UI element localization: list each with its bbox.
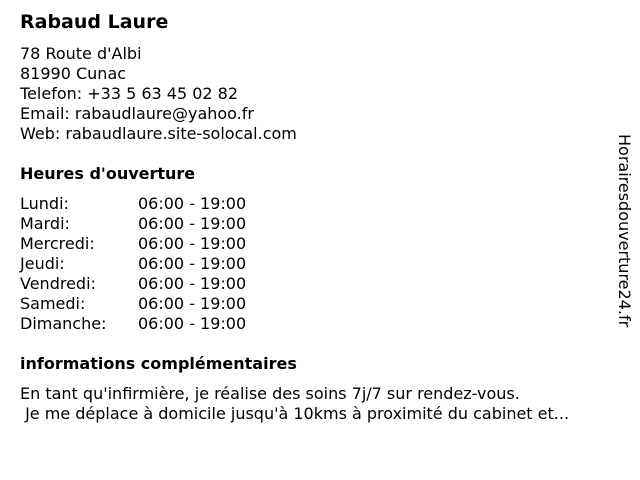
hours-row-saturday bbox=[20, 294, 280, 314]
hours-row-sunday bbox=[20, 314, 280, 334]
email-address: Email: rabaudlaure@yahoo.fr bbox=[20, 104, 254, 123]
time-range: 06:00 - 19:00 bbox=[138, 194, 247, 213]
hours-row-thursday bbox=[20, 254, 280, 274]
additional-info-text bbox=[20, 384, 630, 424]
hours-row-monday bbox=[20, 194, 280, 214]
day-label: Vendredi: bbox=[20, 274, 96, 293]
website: Web: rabaudlaure.site-solocal.com bbox=[20, 124, 297, 143]
contact-block bbox=[20, 44, 297, 144]
day-label: Mardi: bbox=[20, 214, 70, 233]
hours-row-tuesday bbox=[20, 214, 280, 234]
time-range: 06:00 - 19:00 bbox=[138, 294, 247, 313]
day-label: Dimanche: bbox=[20, 314, 107, 333]
time-range: 06:00 - 19:00 bbox=[138, 314, 247, 333]
day-label: Jeudi: bbox=[20, 254, 65, 273]
additional-info-heading: informations complémentaires bbox=[20, 354, 297, 373]
time-range: 06:00 - 19:00 bbox=[138, 214, 247, 233]
day-label: Lundi: bbox=[20, 194, 69, 213]
time-range: 06:00 - 19:00 bbox=[138, 254, 247, 273]
time-range: 06:00 - 19:00 bbox=[138, 234, 247, 253]
address-line-1: 78 Route d'Albi bbox=[20, 44, 142, 63]
day-label: Samedi: bbox=[20, 294, 86, 313]
site-watermark: Horairesdouverture24.fr bbox=[615, 134, 634, 328]
phone-number: Telefon: +33 5 63 45 02 82 bbox=[20, 84, 239, 103]
info-line-1: En tant qu'infirmière, je réalise des soins 7j/7 sur rendez-vous. bbox=[20, 384, 520, 403]
hours-row-friday bbox=[20, 274, 280, 294]
hours-row-wednesday bbox=[20, 234, 280, 254]
address-line-2: 81990 Cunac bbox=[20, 64, 127, 83]
time-range: 06:00 - 19:00 bbox=[138, 274, 247, 293]
opening-hours-table bbox=[20, 194, 280, 334]
business-name: Rabaud Laure bbox=[20, 11, 169, 33]
opening-hours-heading: Heures d'ouverture bbox=[20, 164, 196, 183]
info-line-2: Je me déplace à domicile jusqu'à 10kms à proximité du cabinet et... bbox=[20, 404, 570, 423]
day-label: Mercredi: bbox=[20, 234, 95, 253]
